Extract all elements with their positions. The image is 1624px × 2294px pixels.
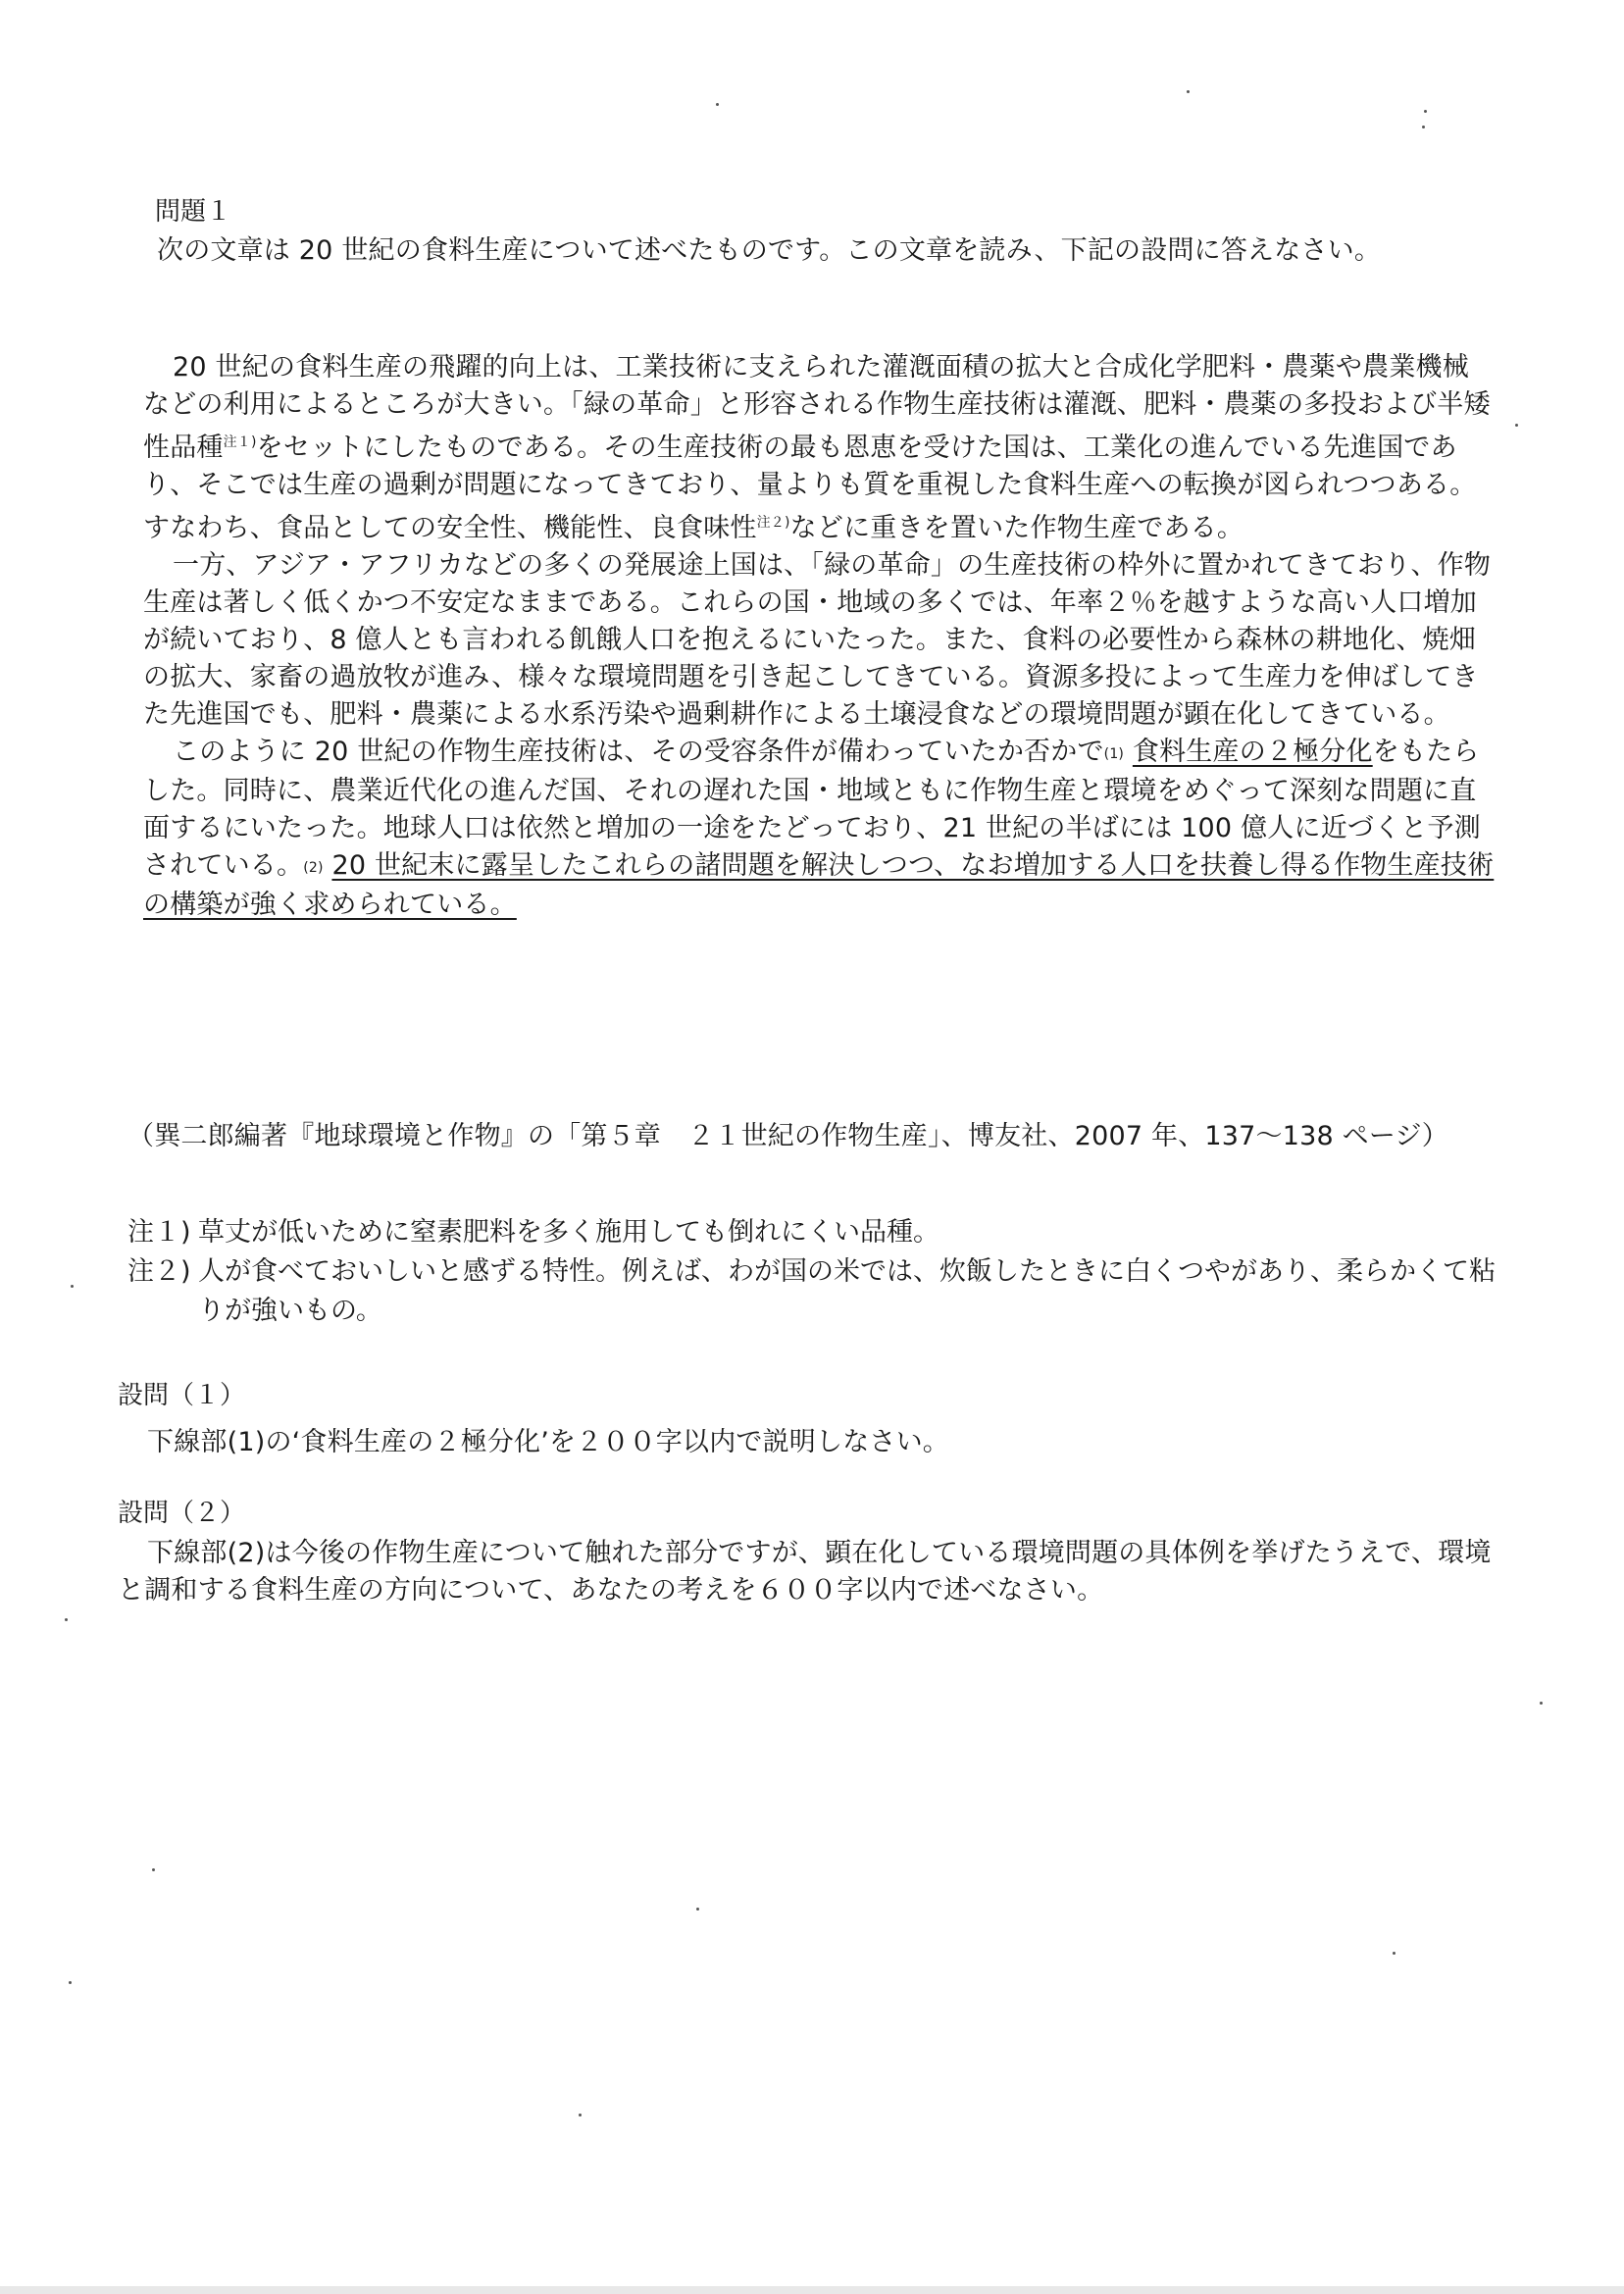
question-2-title: 設問（２）: [118, 1499, 246, 1528]
underlined-phrase-1: 食料生産の２極分化: [1132, 737, 1373, 767]
question-1-text: 下線部(1)の‘食料生産の２極分化’を２００字以内で説明しなさい。: [147, 1427, 950, 1457]
scan-speck: [152, 1868, 155, 1871]
scan-speck: [1424, 110, 1427, 113]
question-2-text: 下線部(2)は今後の作物生産について触れた部分ですが、顕在化している環境問題の具体例を挙げたうえで、環境と調和する食料生産の方向について、あなたの考えを６００字以内で述べなさい。: [118, 1538, 1492, 1606]
scan-speck: [579, 2114, 582, 2116]
passage-p3-part-b: をもたらした。同時に、農業近代化の進んだ国、それの遅れた国・地域ともに作物生産と環境をめぐって深刻な問題に直面するにいたった。地球人口は依然と増加の一途をたどっており、21 世紀の半ばには 100 億人に近づくと予測されている。: [143, 737, 1481, 881]
note-item-2: [127, 1252, 1496, 1331]
citation: （巽二郎編著『地球環境と作物』の「第５章 ２１世紀の作物生産」、博友社、2007 年、137～138 ページ）: [127, 1121, 1448, 1151]
scan-speck: [696, 1908, 699, 1911]
scan-speck: [1515, 424, 1518, 427]
passage-paragraph-3: [143, 734, 1496, 924]
underlined-phrase-2: 20 世紀末に露呈したこれらの諸問題を解決しつつ、なお増加する人口を扶養し得る作物生産技術の構築が強く求められている。: [143, 850, 1495, 920]
scan-speck: [716, 103, 719, 106]
passage: [143, 349, 1496, 924]
scan-speck: [71, 1285, 74, 1288]
problem-title: 問題１: [155, 197, 232, 227]
scan-bottom-edge: [0, 2286, 1624, 2294]
passage-p3-part-a: このように 20 世紀の作物生産技術は、その受容条件が備わっていたか否かで: [173, 737, 1104, 767]
passage-paragraph-2: 一方、アジア・アフリカなどの多くの発展途上国は、「緑の革命」の生産技術の枠外に置かれてきており、作物生産は著しく低くかつ不安定なままである。これらの国・地域の多くでは、年率２％を越すような高い人口増加が続いており、8 億人とも言われる飢餓人口を抱えるにいたった。また、食料の必要性から森林の耕地化、焼畑の拡大、家畜の過放牧が進み、様々な環境問題を引き起こしてきている。資源多投によって生産力を伸ばしてきた先進国でも、肥料・農薬による水系汚染や過剰耕作による土壌浸食などの環境問題が顕在化してきている。: [143, 550, 1492, 730]
footnote-mark-1: 注１): [223, 434, 257, 450]
scan-speck: [65, 1618, 68, 1621]
note-label: 注１): [127, 1217, 191, 1248]
scan-speck: [1187, 90, 1190, 93]
passage-p1-part-b: をセットにしたものである。その生産技術の最も恩恵を受けた国は、工業化の進んでいる先進国であり、そこでは生産の過剰が問題になってきており、量よりも質を重視した食料生産への転換が図られつつある。すなわち、食品としての安全性、機能性、良食味性: [143, 433, 1477, 543]
scan-speck: [1540, 1702, 1543, 1705]
note-item-1: [127, 1213, 1496, 1252]
problem-intro: 次の文章は 20 世紀の食料生産について述べたものです。この文章を読み、下記の設問に答えなさい。: [157, 235, 1382, 266]
underline-ref-2: (2): [303, 860, 324, 876]
scan-speck: [1422, 126, 1425, 128]
scan-speck: [1393, 1952, 1396, 1955]
note-label: 注２): [127, 1256, 191, 1287]
note-text: 人が食べておいしいと感ずる特性。例えば、わが国の米では、炊飯したときに白くつやがあり、柔らかくて粘りが強いもの。: [198, 1256, 1496, 1326]
footnote-mark-2: 注２): [756, 515, 790, 531]
notes-section: [127, 1213, 1496, 1331]
passage-paragraph-1: [143, 349, 1496, 547]
note-text: 草丈が低いために窒素肥料を多く施用しても倒れにくい品種。: [198, 1217, 939, 1248]
passage-p1-part-c: などに重きを置いた作物生産である。: [789, 513, 1244, 543]
passage-p1-part-a: 20 世紀の食料生産の飛躍的向上は、工業技術に支えられた灌漑面積の拡大と合成化学肥料・農薬や農業機械などの利用によるところが大きい。「緑の革命」と形容される作物生産技術は灌漑、肥料・農薬の多投および半矮性品種: [143, 352, 1491, 463]
underline-ref-1: (1): [1103, 746, 1125, 762]
question-1-title: 設問（１）: [118, 1381, 246, 1410]
scan-speck: [69, 1981, 72, 1984]
